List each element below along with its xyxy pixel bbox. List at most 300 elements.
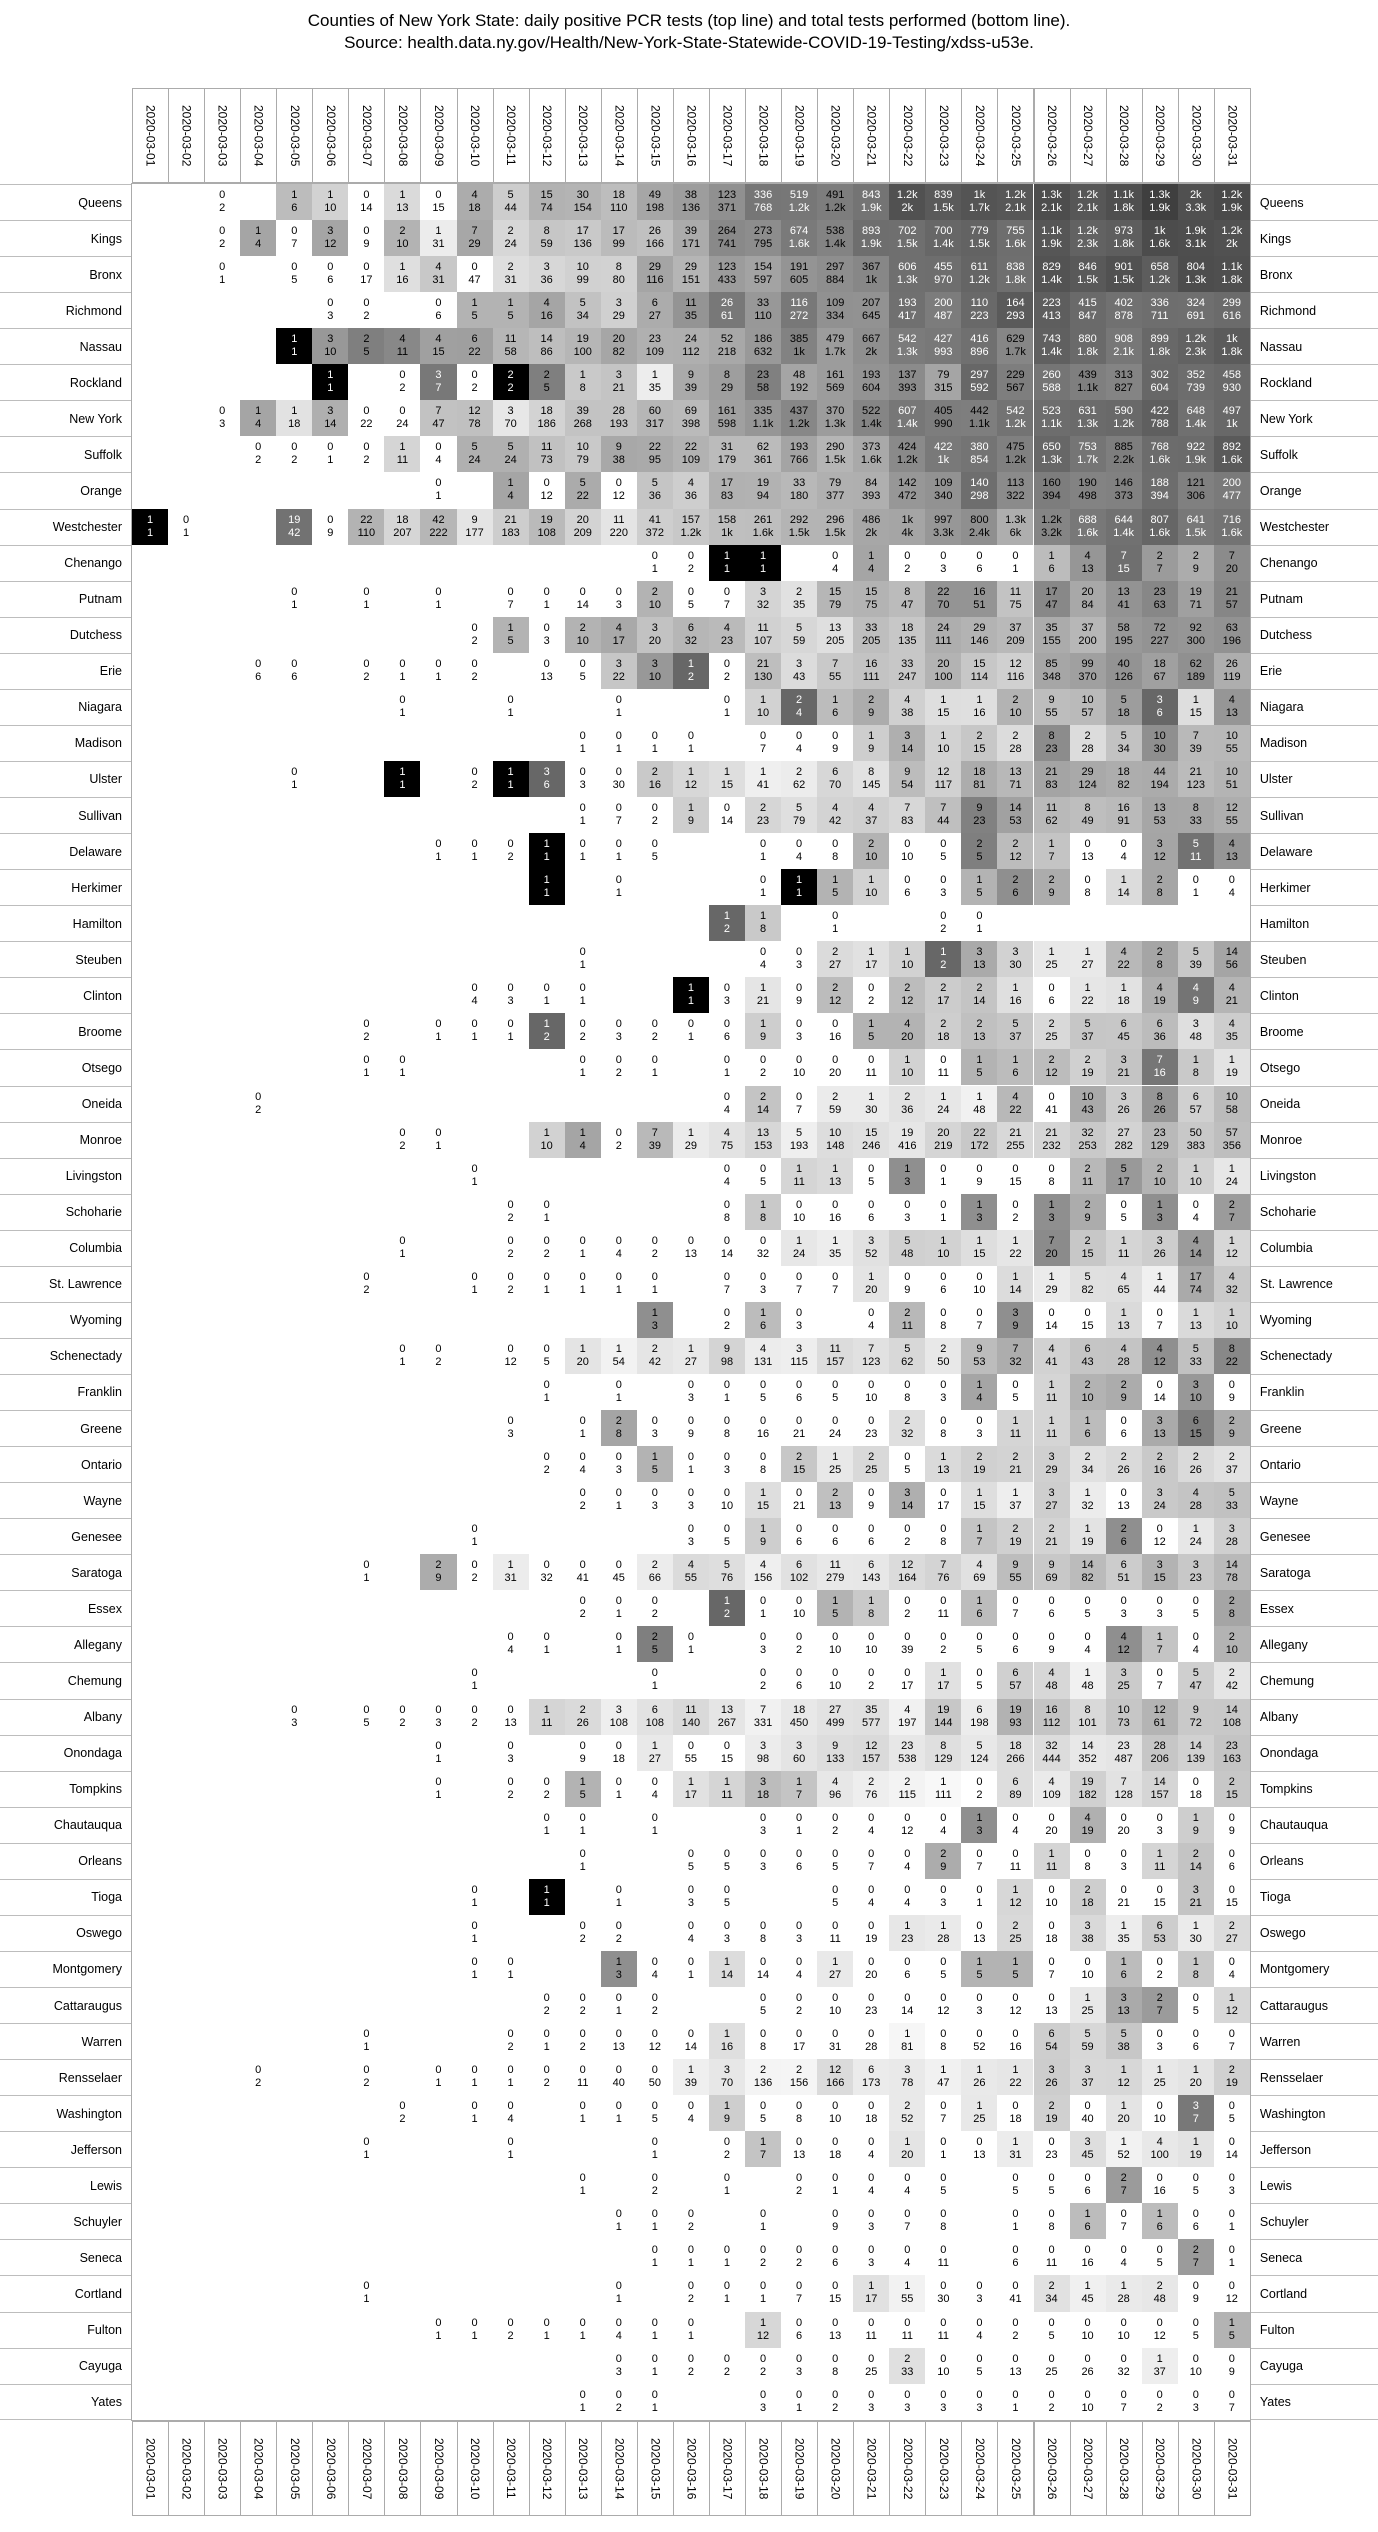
- heatmap-cell: [1178, 1626, 1214, 1662]
- positives-value: 0: [940, 2352, 947, 2365]
- heatmap-cell: [925, 472, 961, 508]
- heatmap-cell: [997, 472, 1033, 508]
- total-tests-value: 154: [573, 202, 592, 215]
- heatmap-cell: [853, 1807, 889, 1843]
- total-tests-value: 1.8k: [1221, 274, 1243, 287]
- positives-value: 9: [723, 1342, 731, 1355]
- positives-value: 0: [723, 1234, 731, 1247]
- positives-value: 9: [471, 513, 478, 526]
- heatmap-cell: [1178, 1194, 1214, 1230]
- positives-value: 542: [898, 333, 917, 346]
- total-tests-value: 1: [687, 1644, 694, 1657]
- total-tests-value: 21: [756, 995, 770, 1008]
- total-tests-value: 53: [1153, 1932, 1166, 1945]
- county-label: Otsego: [1251, 1049, 1378, 1085]
- total-tests-value: 25: [1153, 2077, 1166, 2090]
- total-tests-value: 16: [1009, 2041, 1022, 2054]
- total-tests-value: 157: [862, 1752, 881, 1765]
- positives-value: 439: [1078, 369, 1097, 382]
- date-header: [601, 2421, 638, 2516]
- heatmap-cell: [853, 1194, 889, 1230]
- heatmap-cell: [1070, 1807, 1106, 1843]
- positives-value: 0: [832, 1667, 839, 1680]
- total-tests-value: 5: [507, 634, 514, 647]
- total-tests-value: 11: [937, 2329, 950, 2342]
- positives-value: 52: [720, 333, 734, 346]
- positives-value: 1: [615, 1955, 622, 1968]
- total-tests-value: 6: [1228, 1860, 1235, 1873]
- heatmap-cell: [565, 1807, 601, 1843]
- heatmap-cell: [889, 1554, 925, 1590]
- total-tests-value: 1: [579, 2185, 586, 2198]
- county-label: Cattaraugus: [1251, 1987, 1378, 2023]
- total-tests-value: 26: [1153, 1103, 1166, 1116]
- total-tests-value: 2: [363, 454, 370, 467]
- heatmap-cell: [781, 2275, 817, 2311]
- total-tests-value: 9: [976, 1175, 983, 1188]
- total-tests-value: 3: [1228, 2185, 1235, 2198]
- total-tests-value: 16: [1153, 2185, 1166, 2198]
- positives-value: 2: [1084, 729, 1091, 742]
- heatmap-cell: [997, 1626, 1033, 1662]
- total-tests-value: 116: [646, 274, 664, 287]
- heatmap-cell: [493, 1699, 529, 1735]
- total-tests-value: 25: [1081, 2005, 1094, 2018]
- total-tests-value: 1.2k: [1113, 418, 1135, 431]
- positives-value: 997: [934, 513, 953, 526]
- heatmap-cell: [745, 1446, 781, 1482]
- heatmap-cell: [565, 2023, 601, 2059]
- total-tests-value: 32: [1081, 1500, 1094, 1513]
- heatmap-cell: [1034, 869, 1070, 905]
- positives-value: 0: [723, 1270, 731, 1283]
- total-tests-value: 55: [1225, 742, 1238, 755]
- positives-value: 0: [291, 225, 298, 238]
- total-tests-value: 413: [1042, 310, 1061, 323]
- total-tests-value: 19: [1081, 1067, 1094, 1080]
- total-tests-value: 123: [862, 1355, 881, 1368]
- positives-value: 0: [759, 1415, 767, 1428]
- heatmap-cell: [673, 1518, 709, 1554]
- total-tests-value: 1: [363, 2293, 370, 2306]
- total-tests-value: 18: [288, 418, 301, 431]
- positives-value: 0: [904, 1667, 911, 1680]
- heatmap-cell: [1034, 1049, 1070, 1085]
- positives-value: 0: [687, 1883, 694, 1896]
- positives-value: 0: [1048, 2352, 1055, 2365]
- positives-value: 1: [399, 189, 406, 202]
- heatmap-cell: [348, 1266, 384, 1302]
- heatmap-cell: [781, 1086, 817, 1122]
- positives-value: 2: [1228, 1198, 1235, 1211]
- positives-value: 0: [940, 1162, 947, 1175]
- positives-value: 6: [471, 333, 478, 346]
- positives-value: 17: [612, 225, 625, 238]
- total-tests-value: 597: [753, 274, 773, 287]
- total-tests-value: 3: [687, 1896, 694, 1909]
- heatmap-cell: [1070, 472, 1106, 508]
- heatmap-cell: [348, 2059, 384, 2095]
- positives-value: 0: [435, 2316, 442, 2329]
- total-tests-value: 10: [901, 1067, 914, 1080]
- total-tests-value: 7: [976, 1319, 983, 1332]
- positives-value: 0: [868, 2136, 875, 2149]
- total-tests-value: 5: [1192, 1608, 1199, 1621]
- heatmap-cell: [1070, 1482, 1106, 1518]
- positives-value: 0: [1156, 1306, 1163, 1319]
- positives-value: 1: [1084, 946, 1091, 959]
- total-tests-value: 7: [1228, 1211, 1235, 1224]
- total-tests-value: 16: [396, 274, 409, 287]
- total-tests-value: 32: [756, 598, 770, 611]
- heatmap-cell: [637, 2348, 673, 2384]
- positives-value: 658: [1150, 261, 1169, 274]
- county-label: Steuben: [1251, 941, 1378, 977]
- positives-value: 0: [940, 910, 947, 923]
- positives-value: 2: [976, 729, 983, 742]
- total-tests-value: 477: [1222, 490, 1241, 503]
- positives-value: 1: [759, 982, 767, 995]
- heatmap-cell: [781, 436, 817, 472]
- positives-value: 0: [1012, 1992, 1019, 2005]
- total-tests-value: 2: [723, 923, 731, 936]
- heatmap-cell: [961, 1807, 997, 1843]
- heatmap-cell: [1070, 1446, 1106, 1482]
- positives-value: 1: [1120, 2136, 1127, 2149]
- total-tests-value: 148: [825, 1139, 845, 1152]
- total-tests-value: 2: [940, 923, 947, 936]
- county-label: Delaware: [0, 833, 131, 869]
- positives-value: 2: [904, 1306, 911, 1319]
- heatmap-cell: [853, 1879, 889, 1915]
- positives-value: 0: [904, 2208, 911, 2221]
- positives-value: 0: [1156, 2172, 1163, 2185]
- heatmap-cell: [817, 1446, 853, 1482]
- total-tests-value: 8: [1228, 1608, 1235, 1621]
- positives-value: 324: [1186, 297, 1205, 310]
- positives-value: 0: [291, 261, 298, 274]
- positives-value: 0: [976, 1162, 983, 1175]
- positives-value: 0: [904, 2316, 911, 2329]
- total-tests-value: 10: [792, 1608, 806, 1621]
- positives-value: 157: [681, 513, 701, 526]
- total-tests-value: 95: [648, 454, 661, 467]
- heatmap-cell: [457, 1879, 493, 1915]
- heatmap-cell: [1070, 2059, 1106, 2095]
- positives-value: 0: [868, 2172, 875, 2185]
- heatmap-cell: [1070, 1699, 1106, 1735]
- total-tests-value: 144: [934, 1716, 953, 1729]
- heatmap-cell: [457, 1013, 493, 1049]
- total-tests-value: 15: [432, 202, 445, 215]
- heatmap-cell: [889, 941, 925, 977]
- positives-value: 0: [832, 1883, 839, 1896]
- date-header: [673, 2421, 710, 2516]
- total-tests-value: 116: [1006, 670, 1025, 683]
- county-label: Washington: [0, 2095, 131, 2131]
- heatmap-cell: [1106, 1626, 1142, 1662]
- total-tests-value: 8: [1048, 2221, 1055, 2234]
- heatmap-cell: [889, 2203, 925, 2239]
- heatmap-cell: [1214, 2131, 1250, 2167]
- total-tests-value: 2: [399, 382, 406, 395]
- heatmap-cell: [1214, 1122, 1250, 1158]
- positives-value: 1: [868, 2280, 875, 2293]
- heatmap-cell: [601, 1771, 637, 1807]
- positives-value: 11: [685, 1703, 697, 1716]
- positives-value: 9: [1012, 1559, 1019, 1572]
- heatmap-cell: [1034, 1230, 1070, 1266]
- date-header-label: 2020-03-03: [215, 2437, 230, 2499]
- total-tests-value: 1.5k: [824, 454, 846, 467]
- heatmap-cell: [1106, 1951, 1142, 1987]
- positives-value: 0: [1048, 1919, 1055, 1932]
- positives-value: 0: [471, 1667, 478, 1680]
- positives-value: 0: [651, 2352, 658, 2365]
- positives-value: 5: [1012, 1018, 1019, 1031]
- total-tests-value: 112: [1042, 1716, 1061, 1729]
- positives-value: 0: [687, 549, 694, 562]
- total-tests-value: 10: [937, 2365, 950, 2378]
- total-tests-value: 1.2k: [896, 454, 918, 467]
- positives-value: 1: [723, 1775, 731, 1788]
- heatmap-cell: [637, 1699, 673, 1735]
- heatmap-cell: [1142, 1771, 1178, 1807]
- heatmap-cell: [493, 977, 529, 1013]
- positives-value: 33: [901, 657, 914, 670]
- positives-value: 0: [435, 657, 442, 670]
- heatmap-cell: [637, 725, 673, 761]
- heatmap-cell: [853, 725, 889, 761]
- positives-value: 5: [796, 802, 803, 815]
- total-tests-value: 272: [789, 310, 809, 323]
- positives-value: 16: [1045, 1703, 1058, 1716]
- total-tests-value: 21: [612, 382, 625, 395]
- total-tests-value: 143: [862, 1572, 881, 1585]
- total-tests-value: 12: [937, 2005, 950, 2018]
- positives-value: 0: [687, 1018, 694, 1031]
- total-tests-value: 1.6k: [1221, 526, 1243, 539]
- total-tests-value: 27: [1225, 1932, 1238, 1945]
- heatmap-cell: [529, 581, 565, 617]
- total-tests-value: 6: [759, 1319, 767, 1332]
- positives-value: 0: [796, 1811, 803, 1824]
- heatmap-cell: [1214, 2312, 1250, 2348]
- total-tests-value: 1: [615, 2221, 622, 2234]
- heatmap-cell: [1142, 1338, 1178, 1374]
- positives-value: 1: [904, 2136, 911, 2149]
- total-tests-value: 4: [507, 1644, 514, 1657]
- heatmap-cell: [817, 1987, 853, 2023]
- total-tests-value: 2: [507, 382, 514, 395]
- total-tests-value: 22: [576, 490, 589, 503]
- positives-value: 8: [543, 225, 550, 238]
- total-tests-value: 1: [759, 1608, 767, 1621]
- positives-value: 5: [1084, 1018, 1091, 1031]
- positives-value: 0: [940, 2100, 947, 2113]
- total-tests-value: 15: [973, 1247, 986, 1260]
- heatmap-cell: [204, 184, 240, 220]
- total-tests-value: 44: [937, 815, 950, 828]
- heatmap-cell: [709, 797, 745, 833]
- positives-value: 0: [687, 1234, 694, 1247]
- positives-value: 5: [579, 477, 586, 490]
- positives-value: 0: [723, 1919, 731, 1932]
- positives-value: 2: [1156, 1162, 1163, 1175]
- positives-value: 4: [1192, 1234, 1199, 1247]
- total-tests-value: 8: [723, 1428, 731, 1441]
- positives-value: 0: [651, 2316, 658, 2329]
- positives-value: 0: [976, 1631, 983, 1644]
- total-tests-value: 3: [940, 887, 947, 900]
- positives-value: 0: [615, 2280, 622, 2293]
- total-tests-value: 10: [973, 1283, 986, 1296]
- heatmap-cell: [1142, 653, 1178, 689]
- total-tests-value: 6: [1012, 2257, 1019, 2270]
- positives-value: 1: [868, 1018, 875, 1031]
- total-tests-value: 45: [612, 1572, 625, 1585]
- county-label: Tompkins: [1251, 1771, 1378, 1807]
- positives-value: 0: [687, 1847, 694, 1860]
- positives-value: 631: [1078, 405, 1097, 418]
- positives-value: 0: [615, 2100, 622, 2113]
- heatmap-cell: [997, 1554, 1033, 1590]
- total-tests-value: 10: [396, 238, 409, 251]
- positives-value: 0: [507, 2028, 514, 2041]
- total-tests-value: 4: [759, 959, 767, 972]
- heatmap-cell: [565, 1410, 601, 1446]
- positives-value: 35: [1045, 621, 1058, 634]
- county-label: Rockland: [0, 364, 131, 400]
- positives-value: 23: [901, 1739, 914, 1752]
- positives-value: 0: [723, 1090, 731, 1103]
- heatmap-cell: [889, 2059, 925, 2095]
- total-tests-value: 9: [1048, 1644, 1055, 1657]
- positives-value: 0: [723, 1162, 731, 1175]
- heatmap-cell: [384, 328, 420, 364]
- total-tests-value: 538: [898, 1752, 917, 1765]
- heatmap-cell: [565, 617, 601, 653]
- heatmap-cell: [1034, 1374, 1070, 1410]
- total-tests-value: 3: [615, 598, 622, 611]
- total-tests-value: 5: [940, 1968, 947, 1981]
- heatmap-cell: [457, 1699, 493, 1735]
- total-tests-value: 8: [1156, 959, 1163, 972]
- heatmap-cell: [1178, 2203, 1214, 2239]
- heatmap-cell: [529, 2059, 565, 2095]
- heatmap-cell: [961, 2384, 997, 2420]
- positives-value: 0: [651, 2388, 658, 2401]
- positives-value: 6: [651, 297, 658, 310]
- heatmap-cell: [925, 725, 961, 761]
- heatmap-cell: [1034, 292, 1070, 328]
- positives-value: 273: [753, 225, 773, 238]
- positives-value: 3: [1156, 1415, 1163, 1428]
- positives-value: 0: [651, 838, 658, 851]
- positives-value: 99: [1081, 657, 1094, 670]
- positives-value: 0: [327, 297, 334, 310]
- positives-value: 11: [685, 297, 697, 310]
- total-tests-value: 21: [1117, 1896, 1130, 1909]
- heatmap-cell: [997, 2203, 1033, 2239]
- positives-value: 21: [1009, 1126, 1022, 1139]
- positives-value: 0: [687, 2352, 694, 2365]
- total-tests-value: 5: [976, 887, 983, 900]
- positives-value: 1: [1228, 1162, 1235, 1175]
- heatmap-cell: [781, 1518, 817, 1554]
- positives-value: 0: [399, 1054, 406, 1067]
- positives-value: 0: [976, 910, 983, 923]
- heatmap-cell: [529, 509, 565, 545]
- positives-value: 1: [1192, 1054, 1199, 1067]
- total-tests-value: 55: [901, 2293, 914, 2306]
- heatmap-cell: [457, 1951, 493, 1987]
- date-header-label: 2020-03-17: [720, 2437, 735, 2499]
- heatmap-cell: [1178, 833, 1214, 869]
- positives-value: 3: [651, 621, 658, 634]
- heatmap-cell: [817, 292, 853, 328]
- heatmap-cell: [709, 1518, 745, 1554]
- date-header-label: 2020-03-28: [1117, 104, 1132, 167]
- positives-value: 22: [684, 441, 698, 454]
- total-tests-value: 15: [1081, 1247, 1094, 1260]
- heatmap-cell: [1178, 1518, 1214, 1554]
- heatmap-cell: [1178, 797, 1214, 833]
- heatmap-cell: [1178, 1446, 1214, 1482]
- positives-value: 0: [940, 1595, 947, 1608]
- heatmap-cell: [1178, 1915, 1214, 1951]
- heatmap-cell: [925, 1049, 961, 1085]
- county-label: Monroe: [0, 1122, 131, 1158]
- heatmap-cell: [565, 725, 601, 761]
- positives-value: 352: [1186, 369, 1205, 382]
- heatmap-cell: [745, 1699, 781, 1735]
- heatmap-cell: [1034, 400, 1070, 436]
- heatmap-cell: [601, 2203, 637, 2239]
- heatmap-cell: [745, 581, 781, 617]
- total-tests-value: 76: [865, 1788, 878, 1801]
- total-tests-value: 1: [543, 598, 550, 611]
- total-tests-value: 2: [219, 238, 226, 251]
- heatmap-cell: [853, 941, 889, 977]
- total-tests-value: 126: [1114, 670, 1133, 683]
- positives-value: 0: [615, 1126, 622, 1139]
- total-tests-value: 10: [720, 1500, 734, 1513]
- positives-value: 1: [651, 1306, 658, 1319]
- date-header-label: 2020-03-02: [179, 104, 194, 167]
- total-tests-value: 10: [937, 1247, 950, 1260]
- total-tests-value: 4k: [901, 526, 914, 539]
- date-header: [673, 88, 710, 183]
- total-tests-value: 1: [759, 887, 767, 900]
- positives-value: 123: [717, 261, 737, 274]
- heatmap-cell: [817, 1122, 853, 1158]
- total-tests-value: 5: [1048, 2185, 1055, 2198]
- positives-value: 0: [904, 1811, 911, 1824]
- heatmap-cell: [1070, 2131, 1106, 2167]
- positives-value: 1: [940, 1667, 947, 1680]
- heatmap-cell: [853, 1735, 889, 1771]
- county-label: Saratoga: [0, 1554, 131, 1590]
- heatmap-cell: [817, 2203, 853, 2239]
- total-tests-value: 4: [723, 1175, 731, 1188]
- total-tests-value: 1: [687, 2257, 694, 2270]
- positives-value: 0: [1192, 2028, 1199, 2041]
- total-tests-value: 691: [1186, 310, 1205, 323]
- heatmap-cell: [637, 2312, 673, 2348]
- heatmap-cell: [493, 2095, 529, 2131]
- date-header-label: 2020-03-07: [359, 104, 374, 167]
